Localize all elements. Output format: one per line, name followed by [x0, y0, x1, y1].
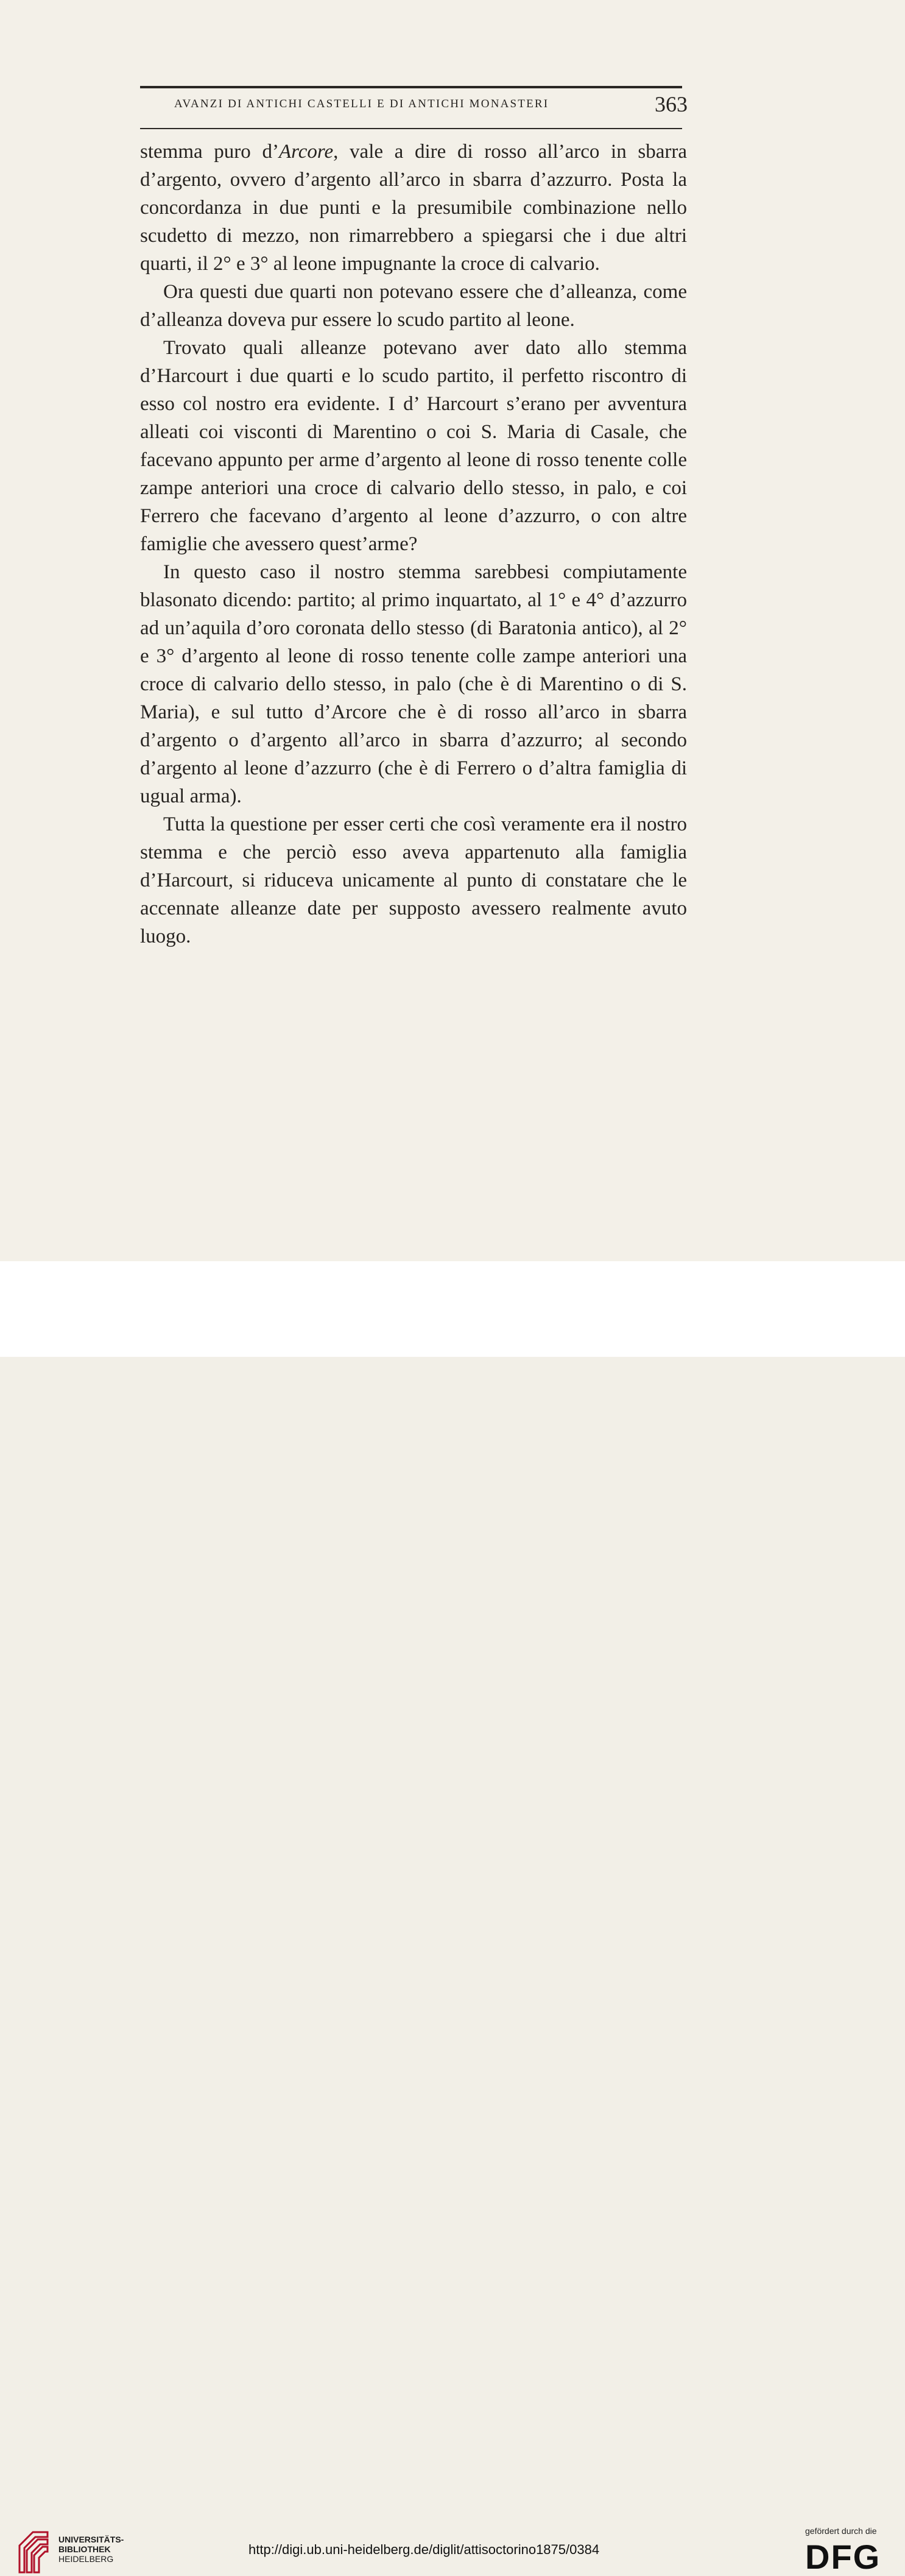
- library-line-1: UNIVERSITÄTS-: [58, 2535, 124, 2544]
- library-name: [58, 2535, 124, 2564]
- scanned-page: [0, 0, 905, 1261]
- page-number: 363: [655, 92, 688, 116]
- permalink-url[interactable]: http://digi.ub.uni-heidelberg.de/diglit/attisoctorino1875/0384: [248, 2542, 600, 2557]
- paragraph-2: Ora questi due quarti non potevano essere che d’alleanza, come d’alleanza doveva pur essere lo scudo partito al leone.: [140, 281, 687, 331]
- dfg-logo: [805, 2538, 890, 2572]
- paragraph-3: Trovato quali alleanze potevano aver dato allo stemma d’Harcourt i due quarti e lo scudo partito, il perfetto riscontro di esso col nostro era evidente. I d’ Harcourt s’erano per avventura alleati coi visconti di Marentino o coi S. Maria di Casale, che facevano appunto per arme d’argento al leone di rosso tenente colle zampe anteriori una croce di calvario dello stesso, in palo, e coi Ferrero che facevano d’argento al leone d’azzurro, o con altre famiglie che avessero quest’arme?: [140, 337, 687, 555]
- paragraph-1-post: , vale a dire di rosso all’arco in sbarra d’argento, ovvero d’argento all’arco in sbarra d’azzurro. Posta la concordanza in due punti e la presumibile combinazione nello scudetto di mezzo, non rimarrebbero a spiegarsi che i due altri quarti, il 2° e 3° al leone impugnante la croce di calvario.: [140, 141, 687, 275]
- paragraph-1: [140, 138, 687, 278]
- sponsor-caption: gefördert durch die: [805, 2526, 877, 2536]
- library-line-3: HEIDELBERG: [58, 2554, 114, 2564]
- viewer-footer: [0, 1261, 905, 2572]
- ub-heidelberg-logo-icon: [15, 2527, 52, 2576]
- paragraph-1-pre: stemma puro d’: [140, 141, 279, 163]
- header-rule-top: [140, 86, 682, 88]
- dfg-logo-text: DFG: [805, 2538, 881, 2572]
- running-head: AVANZI DI ANTICHI CASTELLI E DI ANTICHI MONASTERI: [174, 97, 549, 110]
- body-text: [140, 138, 687, 950]
- header-rule-bottom: [140, 128, 682, 129]
- paragraph-5: Tutta la questione per esser certi che così veramente era il nostro stemma e che perciò esso aveva appartenuto alla famiglia d’Harcourt, si riduceva unicamente al punto di constatare che le accennate alleanze date per supposto avessero realmente avuto luogo.: [140, 813, 687, 947]
- paragraph-1-emphasis: Arcore: [278, 141, 334, 163]
- paragraph-4: In questo caso il nostro stemma sarebbesi compiutamente blasonato dicendo: partito; al primo inquartato, al 1° e 4° d’azzurro ad un’aquila d’oro coronata dello stesso (di Baratonia antico), al 2° e 3° d’argento al leone di rosso tenente colle zampe anteriori una croce di calvario dello stesso, in palo (che è di Marentino o di S. Maria), e sul tutto d’Arcore che è di rosso all’arco in sbarra d’argento o d’argento all’arco in sbarra d’azzurro; al secondo d’argento al leone d’azzurro (che è di Ferrero o d’altra famiglia di ugual arma).: [140, 561, 687, 807]
- library-line-2: BIBLIOTHEK: [58, 2544, 111, 2554]
